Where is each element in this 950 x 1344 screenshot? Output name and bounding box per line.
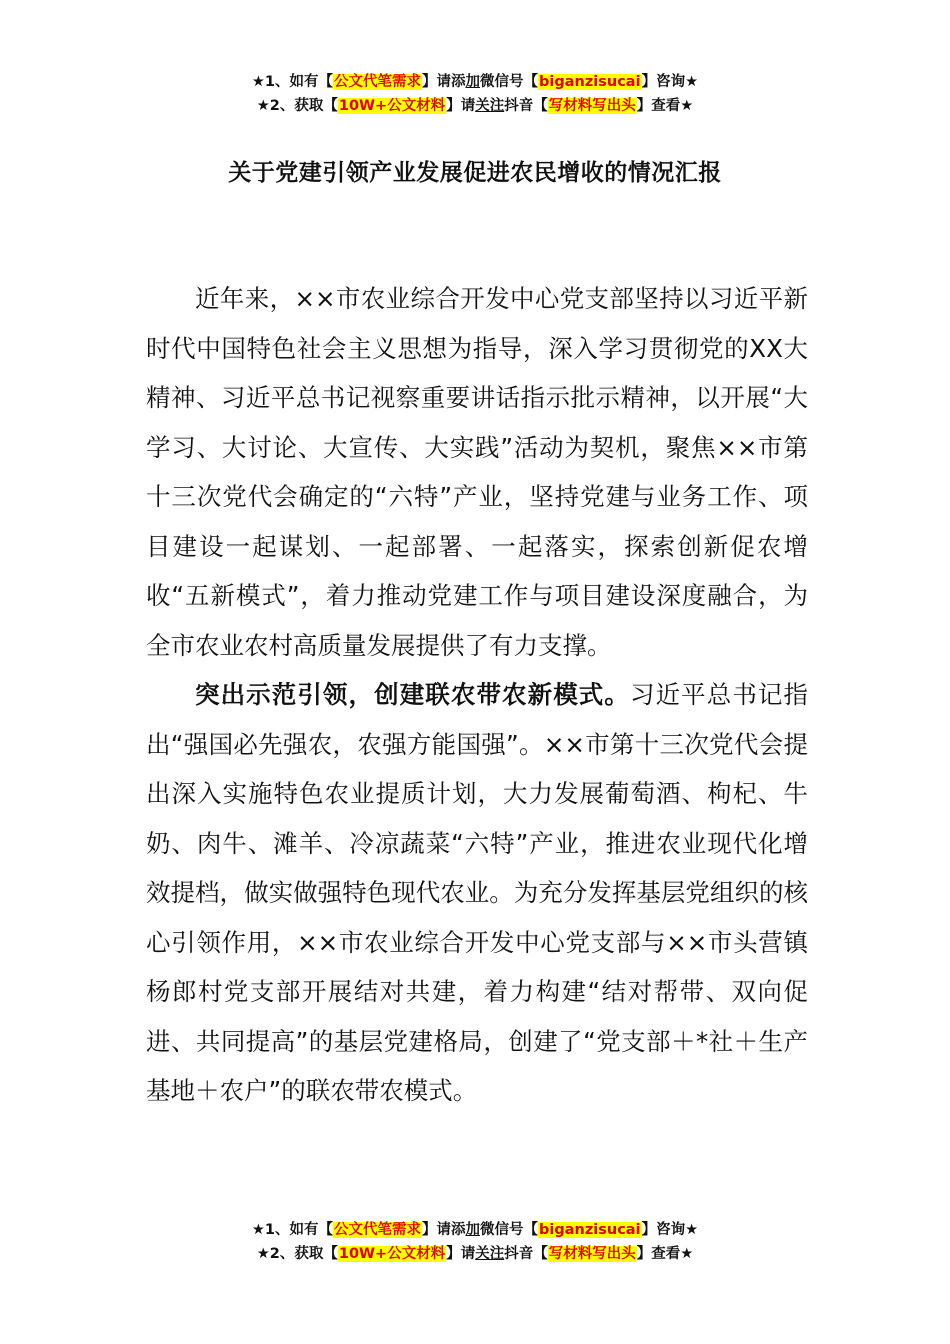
document-body	[146, 274, 808, 1116]
promo-line-1	[0, 1218, 950, 1242]
promo-highlight-service: 公文代笔需求	[334, 1222, 422, 1238]
promo-line2-text-a: ★2、获取【	[256, 1246, 338, 1262]
promo-line1-text-e: 微信号【	[480, 1222, 539, 1238]
footer-promo-banner	[0, 1218, 950, 1266]
promo-line1-text-e: 微信号【	[480, 74, 539, 90]
promo-highlight-wechat-id: biganzisucai	[539, 74, 641, 90]
document-title: 关于党建引领产业发展促进农民增收的情况汇报	[228, 160, 722, 186]
promo-highlight-materials: 10W+公文材料	[338, 98, 446, 114]
section-body-text: 习近平总书记指出“强国必先强农，农强方能国强”。××市第十三次党代会提出深入实施特色农业提质计划，大力发展葡萄酒、枸杞、牛奶、肉牛、滩羊、冷凉蔬菜“六特”产业，推进农业现代化增效提档，做实做强特色现代农业。为充分发挥基层党组织的核心引领作用，××市农业综合开发中心党支部与××市头营镇杨郎村党支部开展结对共建，着力构建“结对帮带、双向促进、共同提高”的基层党建格局，创建了“党支部＋*社＋生产基地＋农户”的联农带农模式。	[146, 680, 809, 1105]
promo-line-2	[0, 1242, 950, 1266]
promo-highlight-wechat-id: biganzisucai	[539, 1222, 641, 1238]
promo-line1-text-g: 】咨询★	[641, 1222, 699, 1238]
section-heading-inline: 突出示范引领，创建联农带农新模式。	[195, 680, 630, 709]
promo-line1-text-g: 】咨询★	[641, 74, 699, 90]
promo-line2-text-c: 】请	[446, 98, 476, 114]
promo-highlight-service: 公文代笔需求	[334, 74, 422, 90]
header-promo-banner	[0, 70, 950, 118]
promo-line2-text-e: 抖音【	[504, 98, 548, 114]
promo-line2-text-d: 关注	[475, 1246, 505, 1262]
promo-line1-text-c: 】请添	[422, 74, 466, 90]
promo-line2-text-g: 】查看★	[636, 98, 694, 114]
promo-line2-text-g: 】查看★	[636, 1246, 694, 1262]
paragraph-intro: 近年来，××市农业综合开发中心党支部坚持以习近平新时代中国特色社会主义思想为指导，深入学习贯彻党的XX大精神、习近平总书记视察重要讲话指示批示精神，以开展“大学习、大讨论、大宣传、大实践”活动为契机，聚焦××市第十三次党代会确定的“六特”产业，坚持党建与业务工作、项目建设一起谋划、一起部署、一起落实，探索创新促农增收“五新模式”，着力推动党建工作与项目建设深度融合，为全市农业农村高质量发展提供了有力支撑。	[146, 284, 808, 660]
promo-line2-text-d: 关注	[475, 98, 505, 114]
promo-line-2	[0, 94, 950, 118]
promo-line2-text-e: 抖音【	[504, 1246, 548, 1262]
promo-line2-text-a: ★2、获取【	[256, 98, 338, 114]
promo-line1-text-a: ★1、如有【	[251, 1222, 334, 1238]
promo-line-1	[0, 70, 950, 94]
promo-line1-text-d: 加	[465, 1222, 481, 1238]
promo-line1-text-c: 】请添	[422, 1222, 466, 1238]
promo-line2-text-c: 】请	[446, 1246, 476, 1262]
promo-highlight-douyin: 写材料写出头	[548, 98, 636, 114]
promo-line1-text-d: 加	[465, 74, 481, 90]
promo-line1-text-a: ★1、如有【	[251, 74, 334, 90]
promo-highlight-douyin: 写材料写出头	[548, 1246, 636, 1262]
promo-highlight-materials: 10W+公文材料	[338, 1246, 446, 1262]
paragraph-section-1	[146, 670, 808, 1116]
